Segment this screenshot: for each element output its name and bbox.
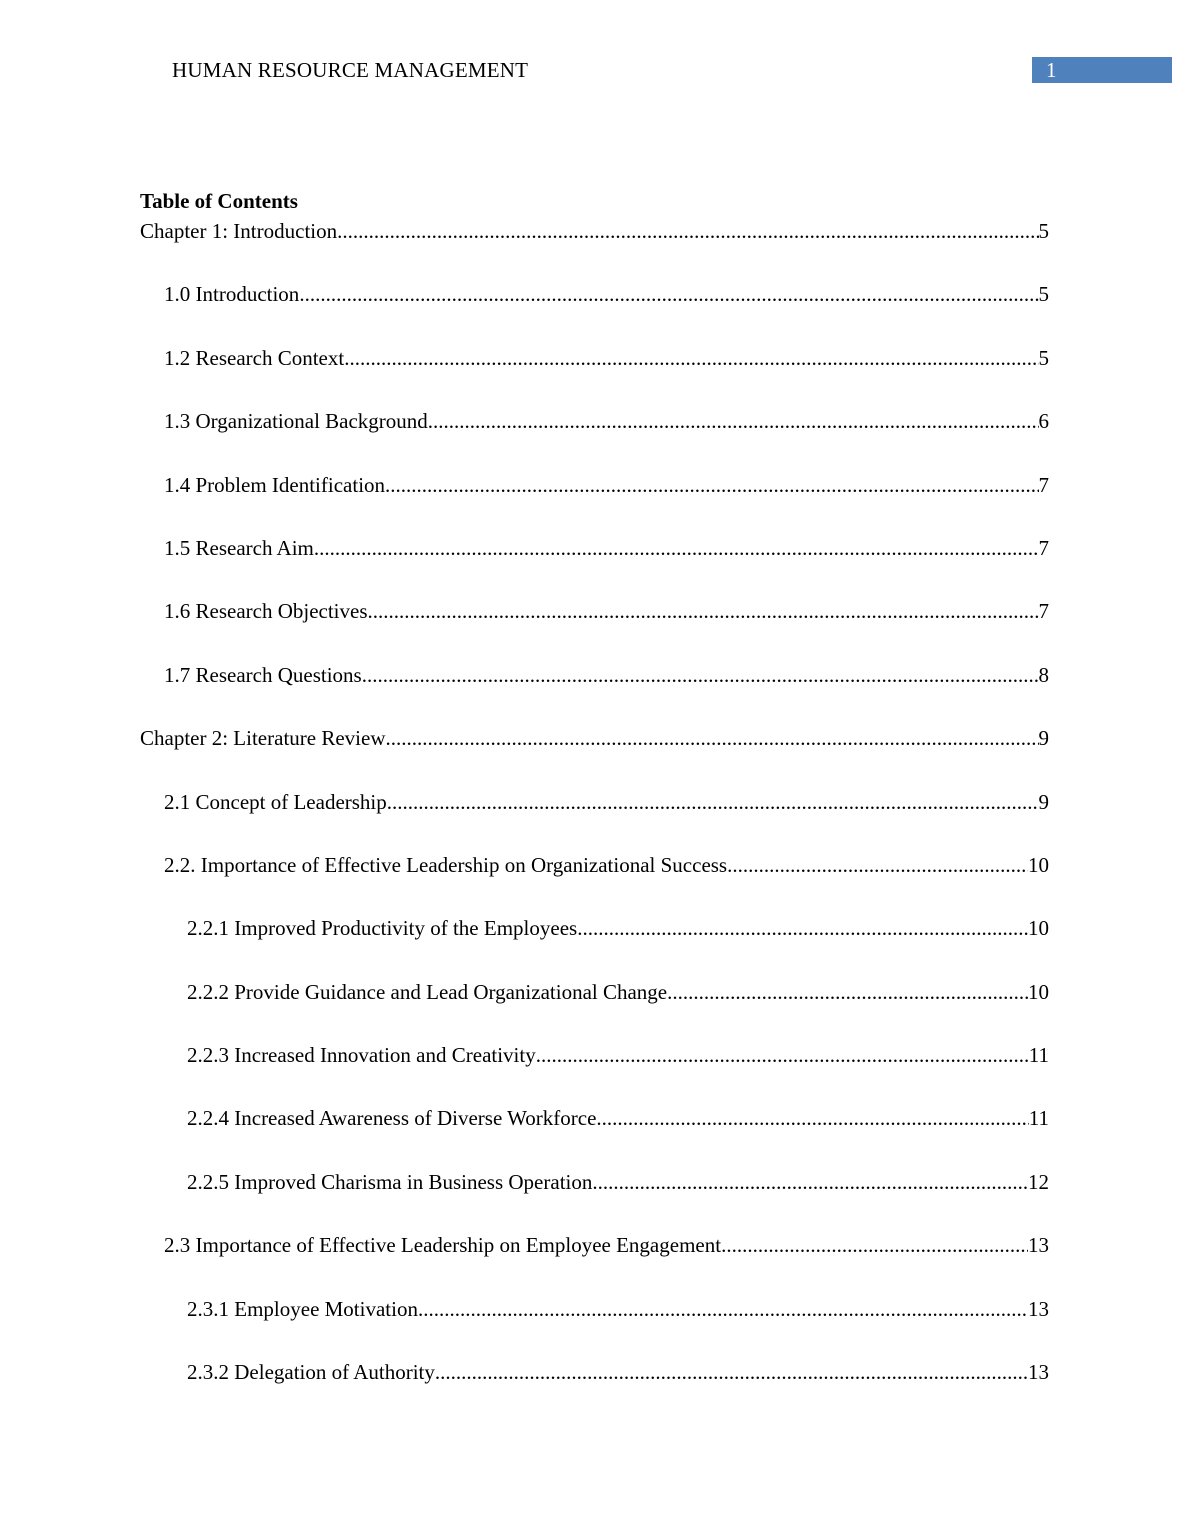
toc-dot-leader — [385, 470, 1038, 500]
toc-entry-label: 2.1 Concept of Leadership — [164, 789, 387, 814]
toc-entry-page: 9 — [1038, 726, 1049, 751]
toc-dot-leader — [418, 1294, 1028, 1324]
toc-entry-chapter-2[interactable] — [140, 723, 1049, 753]
toc-entry-label: 2.3.1 Employee Motivation — [187, 1296, 418, 1321]
toc-dot-leader — [536, 1040, 1029, 1070]
toc-entry-page: 6 — [1038, 409, 1049, 434]
toc-entry-1-5[interactable] — [140, 533, 1049, 563]
toc-dot-leader — [337, 216, 1038, 246]
toc-entry-2-2-2[interactable] — [140, 977, 1049, 1007]
toc-entry-page: 10 — [1028, 979, 1049, 1004]
toc-dot-leader — [362, 660, 1039, 690]
toc-entry-label: 1.6 Research Objectives — [164, 599, 368, 624]
toc-dot-leader — [386, 723, 1039, 753]
toc-entry-page: 7 — [1038, 599, 1049, 624]
toc-dot-leader — [299, 279, 1038, 309]
table-of-contents — [140, 186, 1049, 1420]
toc-entry-2-2[interactable] — [140, 850, 1049, 880]
toc-dot-leader — [435, 1357, 1028, 1387]
toc-entry-page: 5 — [1038, 219, 1049, 243]
toc-entry-label: 2.2. Importance of Effective Leadership on Organizational Success — [164, 852, 728, 877]
page-number-badge — [1032, 57, 1172, 83]
toc-entry-label: 1.3 Organizational Background — [164, 409, 428, 434]
toc-entry-page: 12 — [1028, 1169, 1049, 1194]
toc-entry-label: 2.2.2 Provide Guidance and Lead Organizational Change — [187, 979, 668, 1004]
toc-entry-1-7[interactable] — [140, 660, 1049, 690]
toc-entry-page: 8 — [1038, 662, 1049, 687]
toc-entry-2-3[interactable] — [140, 1230, 1049, 1260]
toc-title: Table of Contents — [140, 189, 298, 213]
toc-dot-leader — [596, 1103, 1028, 1133]
toc-entry-1-2[interactable] — [140, 343, 1049, 373]
toc-entry-page: 7 — [1038, 472, 1049, 497]
toc-entry-page: 7 — [1038, 535, 1049, 560]
toc-entry-label: 1.4 Problem Identification — [164, 472, 386, 497]
toc-entry-2-2-3[interactable] — [140, 1040, 1049, 1070]
toc-entry-page: 10 — [1028, 916, 1049, 941]
toc-entry-2-2-1[interactable] — [140, 913, 1049, 943]
toc-dot-leader — [721, 1230, 1028, 1260]
toc-entry-label: 2.2.3 Increased Innovation and Creativity — [187, 1043, 536, 1068]
toc-entry-label: 2.2.4 Increased Awareness of Diverse Workforce — [187, 1106, 597, 1131]
toc-dot-leader — [727, 850, 1028, 880]
toc-dot-leader — [667, 977, 1028, 1007]
toc-entry-1-4[interactable] — [140, 470, 1049, 500]
toc-entry-label: Chapter 1: Introduction — [140, 219, 338, 243]
toc-list — [140, 216, 1049, 1387]
toc-dot-leader — [344, 343, 1038, 373]
toc-entry-page: 13 — [1028, 1360, 1049, 1385]
running-header-title: HUMAN RESOURCE MANAGEMENT — [172, 58, 529, 82]
toc-entry-page: 10 — [1028, 852, 1049, 877]
toc-entry-2-2-5[interactable] — [140, 1167, 1049, 1197]
toc-entry-label: 2.2.5 Improved Charisma in Business Operation — [187, 1169, 593, 1194]
toc-dot-leader — [368, 596, 1039, 626]
toc-entry-label: 1.7 Research Questions — [164, 662, 362, 687]
toc-entry-chapter-1[interactable] — [140, 216, 1049, 246]
toc-entry-page: 13 — [1028, 1233, 1049, 1258]
toc-entry-2-3-2[interactable] — [140, 1357, 1049, 1387]
toc-entry-page: 13 — [1028, 1296, 1049, 1321]
toc-entry-label: 1.0 Introduction — [164, 282, 300, 307]
toc-dot-leader — [577, 913, 1028, 943]
toc-dot-leader — [314, 533, 1039, 563]
toc-entry-1-6[interactable] — [140, 596, 1049, 626]
toc-entry-1-3[interactable] — [140, 406, 1049, 436]
toc-entry-page: 5 — [1038, 282, 1049, 307]
toc-entry-page: 11 — [1028, 1106, 1049, 1131]
toc-dot-leader — [592, 1167, 1028, 1197]
toc-entry-label: 2.3.2 Delegation of Authority — [187, 1360, 435, 1385]
toc-entry-page: 5 — [1038, 345, 1049, 370]
toc-entry-2-1[interactable] — [140, 787, 1049, 817]
toc-entry-label: 2.2.1 Improved Productivity of the Employees — [187, 916, 578, 941]
toc-entry-label: 1.2 Research Context — [164, 345, 345, 370]
toc-dot-leader — [387, 787, 1039, 817]
toc-entry-label: Chapter 2: Literature Review — [140, 726, 386, 751]
toc-entry-2-2-4[interactable] — [140, 1103, 1049, 1133]
page-number: 1 — [1046, 58, 1057, 82]
toc-entry-label: 2.3 Importance of Effective Leadership on Employee Engagement — [164, 1233, 722, 1258]
toc-dot-leader — [428, 406, 1039, 436]
toc-entry-page: 11 — [1028, 1043, 1049, 1068]
toc-entry-label: 1.5 Research Aim — [164, 535, 314, 560]
toc-entry-1-0[interactable] — [140, 279, 1049, 309]
toc-entry-page: 9 — [1038, 789, 1049, 814]
toc-entry-2-3-1[interactable] — [140, 1294, 1049, 1324]
